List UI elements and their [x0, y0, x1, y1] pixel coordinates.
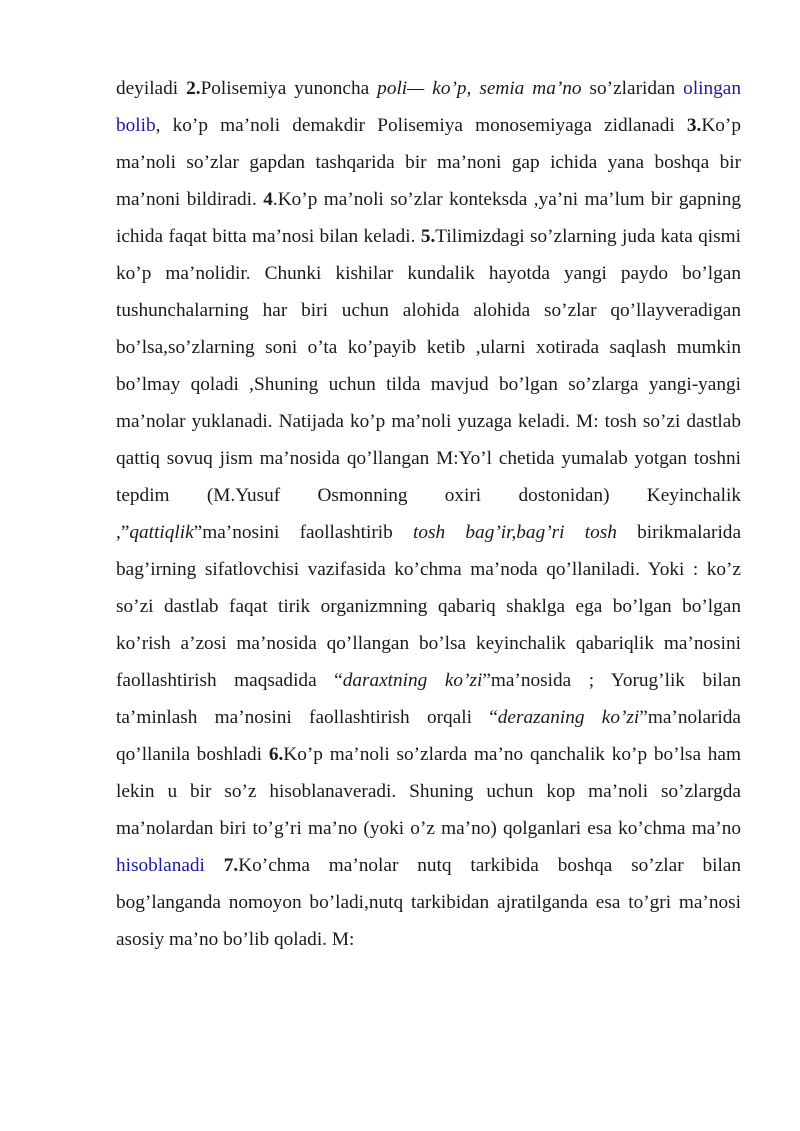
point-number: 3.	[686, 115, 702, 136]
italic-term: qattiqlik	[129, 522, 194, 543]
text-run: ”ma’nolarida qo’llanila boshladi	[116, 707, 741, 765]
document-page	[116, 70, 741, 958]
italic-term: poli— ko’p, semia ma’no	[377, 78, 582, 99]
text-run: Tilimizdagi so’zlarning juda kata qismi ko’p ma’nolidir. Chunki kishilar kundalik hayotda yangi paydo bo’lgan tushunchalarning har biri uchun alohida alohida so’zlar qo’llayveradigan bo’lsa,so’zlarning soni o’ta ko’payib ketib ,ularni xotirada saqlash mumkin bo’lmay qoladi ,Shuning uchun tilda mavjud bo’lgan so’zlarga yangi-yangi ma’nolar yuklanadi. Natijada ko’p ma’noli yuzaga keladi. M: tosh so’zi dastlab qattiq sovuq jism ma’nosida qo’llangan M:Yo’l chetida yumalab yotgan toshni tepdim (M.Yusuf Osmonning oxiri dostonidan) Keyinchalik ,”	[116, 226, 741, 543]
point-number: 5.	[420, 226, 436, 247]
point-number: 6.	[268, 744, 284, 765]
text-run: so’zlaridan	[581, 78, 684, 99]
point-number: 7.	[223, 855, 239, 876]
text-run: Ko’chma ma’nolar nutq tarkibida boshqa so’zlar bilan bog’langanda nomoyon bo’ladi,nutq tarkibidan ajratilganda esa to’gri ma’nosi asosiy ma’no bo’lib qoladi. M:	[116, 855, 741, 950]
italic-term: tosh bag’ir,bag’ri tosh	[413, 522, 617, 543]
text-run: ”ma’nosida ; Yorug’lik bilan ta’minlash ma’nosini faollashtirish orqali “	[116, 670, 742, 728]
text-run: Polisemiya yunoncha	[200, 78, 378, 99]
text-run: Ko’p ma’noli so’zlarda ma’no qanchalik ko’p bo’lsa ham lekin u bir so’z hisoblanaveradi. Shuning uchun kop ma’noli so’zlargda ma’nolardan biri to’g’ri ma’no (yoki o’z ma’no) qolganlari esa ko’chma ma’no	[116, 744, 741, 839]
body-paragraph	[116, 70, 741, 958]
highlighted-text: hisoblanadi	[116, 855, 205, 876]
text-run: Ko’p ma’noli so’zlar gapdan tashqarida bir ma’noni gap ichida yana boshqa bir ma’noni bildiradi.	[116, 115, 741, 210]
italic-term: daraxtning ko’zi	[342, 670, 483, 691]
text-run	[205, 855, 224, 876]
point-number: 2.	[186, 78, 201, 99]
text-run: .Ko’p ma’noli so’zlar konteksda ,ya’ni ma’lum bir gapning ichida faqat bitta ma’nosi bilan keladi.	[116, 189, 741, 247]
italic-term: derazaning ko’zi	[497, 707, 640, 728]
text-run: deyiladi	[116, 78, 187, 99]
highlighted-text: olingan bolib	[116, 78, 742, 136]
text-run: , ko’p ma’noli demakdir Polisemiya monosemiyaga zidlanadi	[155, 115, 687, 136]
text-run: birikmalarida bag’irning sifatlovchisi vazifasida ko’chma ma’noda qo’llaniladi. Yoki : ko’z so’zi dastlab faqat tirik organizmning qabariq shaklga ega bo’lgan bo’lgan ko’rish a’zosi ma’nosida qo’llangan bo’lsa keyinchalik qabariqlik ma’nosini faollashtirish maqsadida “	[116, 522, 742, 691]
point-number: 4	[263, 189, 273, 210]
text-run: ”ma’nosini faollashtirib	[193, 522, 414, 543]
